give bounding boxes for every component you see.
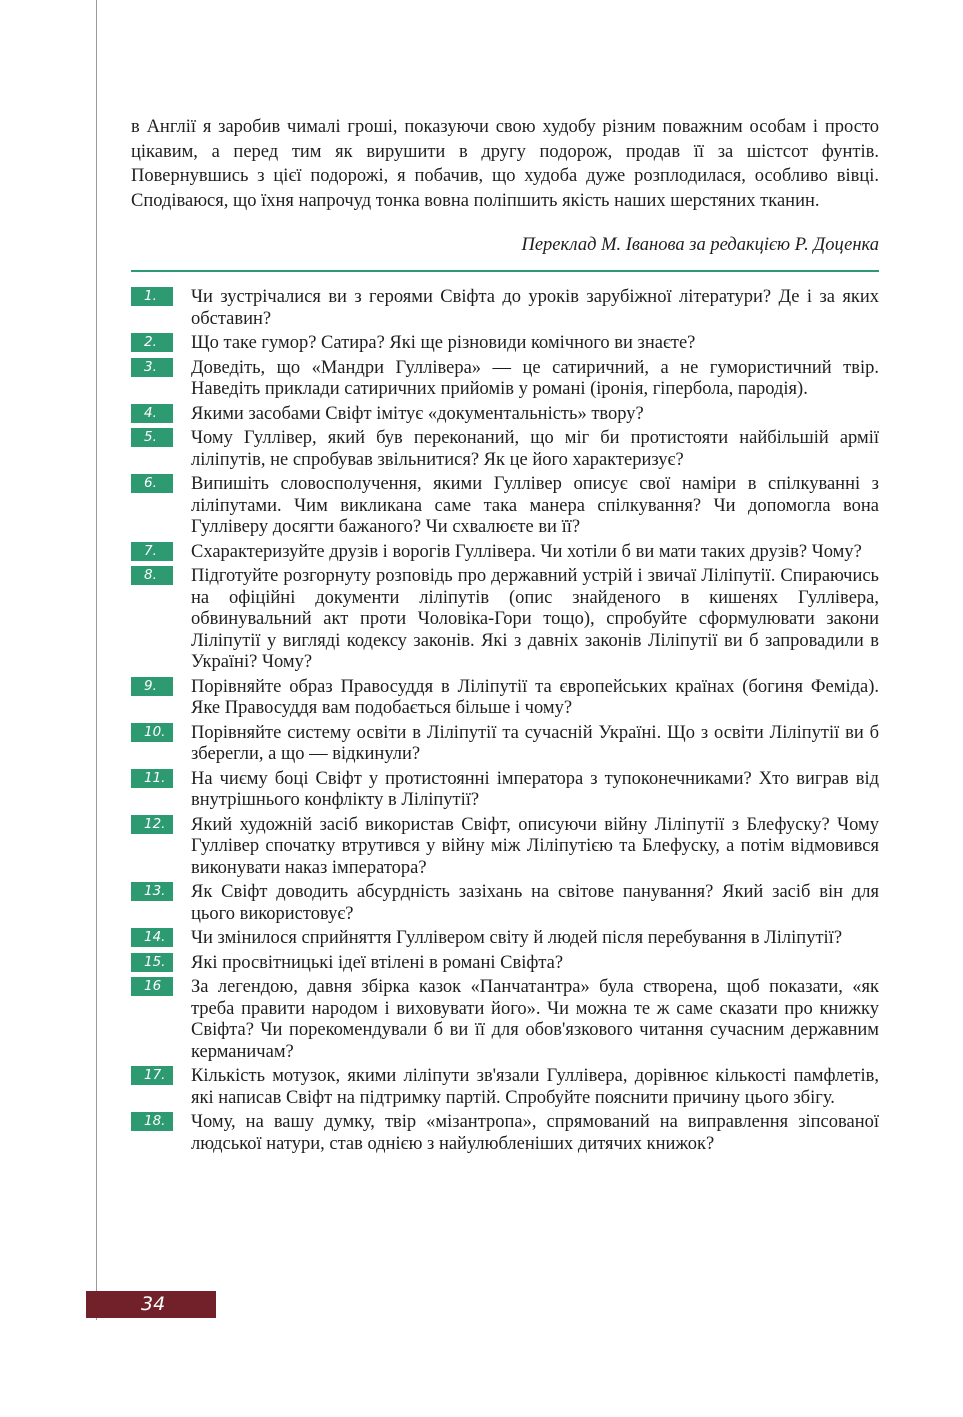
question-number-badge: 17. bbox=[131, 1066, 173, 1085]
translation-attribution: Переклад М. Іванова за редакцією Р. Доценка bbox=[521, 235, 879, 255]
question-number-badge: 10. bbox=[131, 723, 173, 742]
question-number-badge: 4. bbox=[131, 404, 173, 423]
question-number-badge: 8. bbox=[131, 566, 173, 585]
question-text: На чиєму боці Свіфт у протистоянні імператора з тупоконечниками? Хто виграв від внутрішнього конфлікту в Ліліпутії? bbox=[191, 768, 879, 810]
question-number-badge: 6. bbox=[131, 474, 173, 493]
question-number-badge: 13. bbox=[131, 882, 173, 901]
question-item bbox=[131, 474, 879, 539]
question-text: Якими засобами Свіфт імітує «документальність» твору? bbox=[191, 403, 644, 424]
question-item bbox=[131, 333, 879, 355]
question-text: Які просвітницькі ідеї втілені в романі Свіфта? bbox=[191, 952, 564, 973]
question-item bbox=[131, 723, 879, 766]
question-text: Чому, на вашу думку, твір «мізантропа», спрямований на виправлення зіпсованої людської натури, став однією з найулюбленіших дитячих книжок? bbox=[191, 1112, 879, 1154]
page-number: 34 bbox=[141, 1293, 166, 1315]
question-item bbox=[131, 428, 879, 471]
question-item bbox=[131, 1066, 879, 1109]
question-number-badge: 9. bbox=[131, 677, 173, 696]
question-text: Порівняйте систему освіти в Ліліпутії та сучасній Україні. Що з освіти Ліліпутії ви б зберегли, а що — відкинули? bbox=[191, 722, 879, 764]
question-item bbox=[131, 542, 879, 564]
question-item bbox=[131, 815, 879, 880]
question-item bbox=[131, 287, 879, 330]
question-text: За легендою, давня збірка казок «Панчатантра» була створена, щоб показати, «як треба правити народом і виховувати його». Чи можна те ж саме сказати про книжку Свіфта? Чи порекомендували б ви її для обов'язкового читання сучасним державним керманичам? bbox=[191, 977, 879, 1062]
questions-list bbox=[131, 287, 879, 1158]
question-number-badge: 14. bbox=[131, 928, 173, 947]
question-text: Доведіть, що «Мандри Гуллівера» — це сатиричний, а не гумористичний твір. Наведіть приклади сатиричних прийомів у романі (іронія, гіпербола, пародія). bbox=[191, 357, 879, 399]
question-item bbox=[131, 769, 879, 812]
intro-paragraph: в Англії я заробив чималі гроші, показуючи свою худобу різним поважним особам і просто цікавим, а перед тим як вирушити в другу подорож, продав її за шістсот фунтів. Повернувшись з цієї подорожі, я побачив, що худоба дуже розплодилася, особливо вівці. Сподіваюся, що їхня напрочуд тонка вовна поліпшить якість наших шерстяних тканин. bbox=[131, 117, 879, 211]
question-number-badge: 11. bbox=[131, 769, 173, 788]
question-text: Як Свіфт доводить абсурдність зазіхань на світове панування? Який засіб він для цього використовує? bbox=[191, 882, 879, 924]
question-text: Чи змінилося сприйняття Гуллівером світу й людей після перебування в Ліліпутії? bbox=[191, 928, 843, 948]
margin-line bbox=[96, 0, 97, 1320]
question-number-badge: 18. bbox=[131, 1112, 173, 1131]
question-item bbox=[131, 404, 879, 426]
question-item bbox=[131, 977, 879, 1063]
question-item bbox=[131, 358, 879, 401]
question-number-badge: 5. bbox=[131, 428, 173, 447]
question-text: Чи зустрічалися ви з героями Свіфта до уроків зарубіжної літератури? Де і за яких обставин? bbox=[191, 287, 879, 329]
question-text: Чому Гуллівер, який був переконаний, що міг би протистояти найбільшій армії ліліпутів, не спробував звільнитися? Як це його характеризує? bbox=[191, 428, 879, 470]
question-item bbox=[131, 953, 879, 975]
question-number-badge: 16 bbox=[131, 977, 173, 996]
question-item bbox=[131, 882, 879, 925]
question-number-badge: 1. bbox=[131, 287, 173, 306]
question-text: Схарактеризуйте друзів і ворогів Гуллівера. Чи хотіли б ви мати таких друзів? Чому? bbox=[191, 541, 862, 562]
question-item bbox=[131, 1112, 879, 1155]
question-item bbox=[131, 566, 879, 674]
question-text: Порівняйте образ Правосуддя в Ліліпутії та європейських країнах (богиня Феміда). Яке Правосуддя вам подобається більше і чому? bbox=[191, 676, 879, 718]
section-divider bbox=[131, 270, 879, 272]
question-text: Підготуйте розгорнуту розповідь про державний устрій і звичаї Ліліпутії. Спираючись на офіційні документи ліліпутів (опис знайденого в кишенях Гуллівера, обвинувальний акт проти Чоловіка-Гори тощо), спробуйте сформулювати закони Ліліпутії у вигляді кодексу законів. Які з давніх законів Ліліпутії ви б запровадили в Україні? Чому? bbox=[191, 566, 879, 672]
question-number-badge: 2. bbox=[131, 333, 173, 352]
question-text: Який художній засіб використав Свіфт, описуючи війну Ліліпутії з Блефуску? Чому Гуллівер спочатку втрутився у війну між Ліліпутією та Блефуску, а потім відмовився виконувати наказ імператора? bbox=[191, 814, 879, 878]
question-number-badge: 15. bbox=[131, 953, 173, 972]
question-text: Випишіть словосполучення, якими Гуллівер описує свої наміри в спілкуванні з ліліпутами. Чим викликана саме така манера спілкування? Чи допомогла вона Гулліверу досягти бажаного? Чи схвалюєте ви її? bbox=[191, 474, 879, 537]
question-number-badge: 12. bbox=[131, 815, 173, 834]
question-text: Кількість мотузок, якими ліліпути зв'язали Гуллівера, дорівнює кількості памфлетів, які написав Свіфт на підтримку партій. Спробуйте пояснити причину цього збігу. bbox=[191, 1066, 879, 1108]
question-number-badge: 3. bbox=[131, 358, 173, 377]
question-item bbox=[131, 928, 879, 950]
question-number-badge: 7. bbox=[131, 542, 173, 561]
question-text: Що таке гумор? Сатира? Які ще різновиди комічного ви знаєте? bbox=[191, 333, 696, 353]
question-item bbox=[131, 677, 879, 720]
